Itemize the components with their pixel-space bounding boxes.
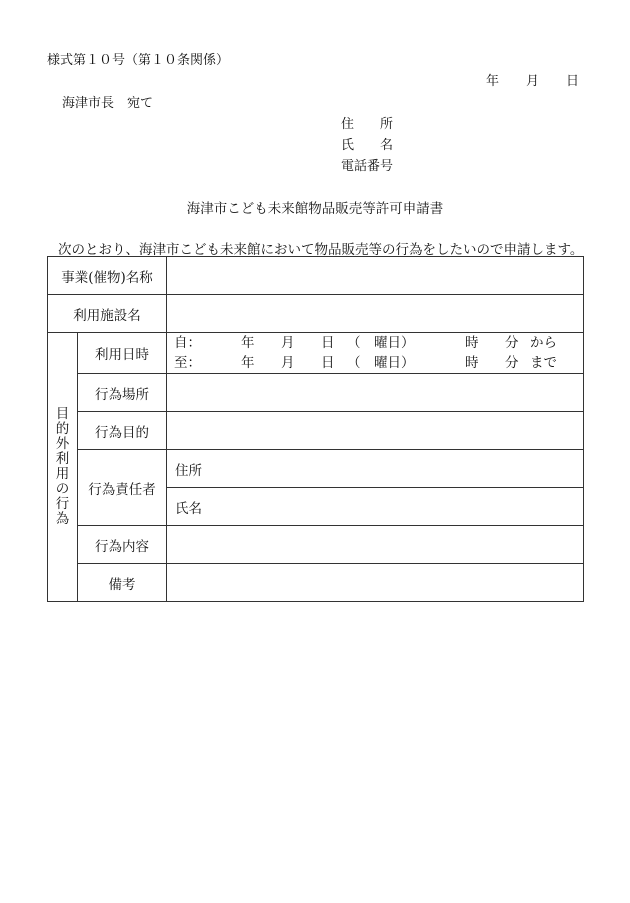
date-line bbox=[486, 70, 579, 89]
facility-label: 利用施設名 bbox=[48, 295, 167, 333]
applicant-name-label: 氏 名 bbox=[341, 138, 394, 153]
application-form-table bbox=[47, 256, 584, 602]
event-name-field[interactable] bbox=[167, 257, 584, 295]
purpose-field[interactable] bbox=[167, 412, 584, 450]
date-year-label: 年 bbox=[486, 74, 500, 89]
usage-datetime-label: 利用日時 bbox=[78, 333, 167, 374]
usage-datetime-field[interactable] bbox=[167, 333, 584, 374]
addressee: 海津市長 宛て bbox=[62, 96, 154, 111]
section-label-vertical: 目 的 外 利 用 の 行 為 bbox=[48, 333, 78, 602]
responsible-name-field[interactable]: 氏名 bbox=[167, 488, 584, 526]
content-field[interactable] bbox=[167, 526, 584, 564]
content-label: 行為内容 bbox=[78, 526, 167, 564]
responsible-label: 行為責任者 bbox=[78, 450, 167, 526]
from-row: 自： 年 月 日 （ 曜日） 時 分 から bbox=[174, 335, 558, 351]
applicant-phone-label: 電話番号 bbox=[341, 159, 394, 174]
intro-text: 次のとおり、海津市こども未来館において物品販売等の行為をしたいので申請します。 bbox=[58, 242, 584, 258]
remarks-field[interactable] bbox=[167, 564, 584, 602]
applicant-address-label: 住 所 bbox=[341, 117, 394, 132]
responsible-address-field[interactable]: 住所 bbox=[167, 450, 584, 488]
to-row: 至： 年 月 日 （ 曜日） 時 分 まで bbox=[174, 355, 558, 371]
purpose-label: 行為目的 bbox=[78, 412, 167, 450]
place-label: 行為場所 bbox=[78, 374, 167, 412]
event-name-label: 事業(催物)名称 bbox=[48, 257, 167, 295]
document-title: 海津市こども未来館物品販売等許可申請書 bbox=[186, 201, 444, 217]
place-field[interactable] bbox=[167, 374, 584, 412]
date-month-label: 月 bbox=[526, 74, 540, 89]
date-day-label: 日 bbox=[566, 74, 580, 89]
facility-field[interactable] bbox=[167, 295, 584, 333]
form-number: 様式第１０号（第１０条関係） bbox=[47, 53, 230, 68]
remarks-label: 備考 bbox=[78, 564, 167, 602]
